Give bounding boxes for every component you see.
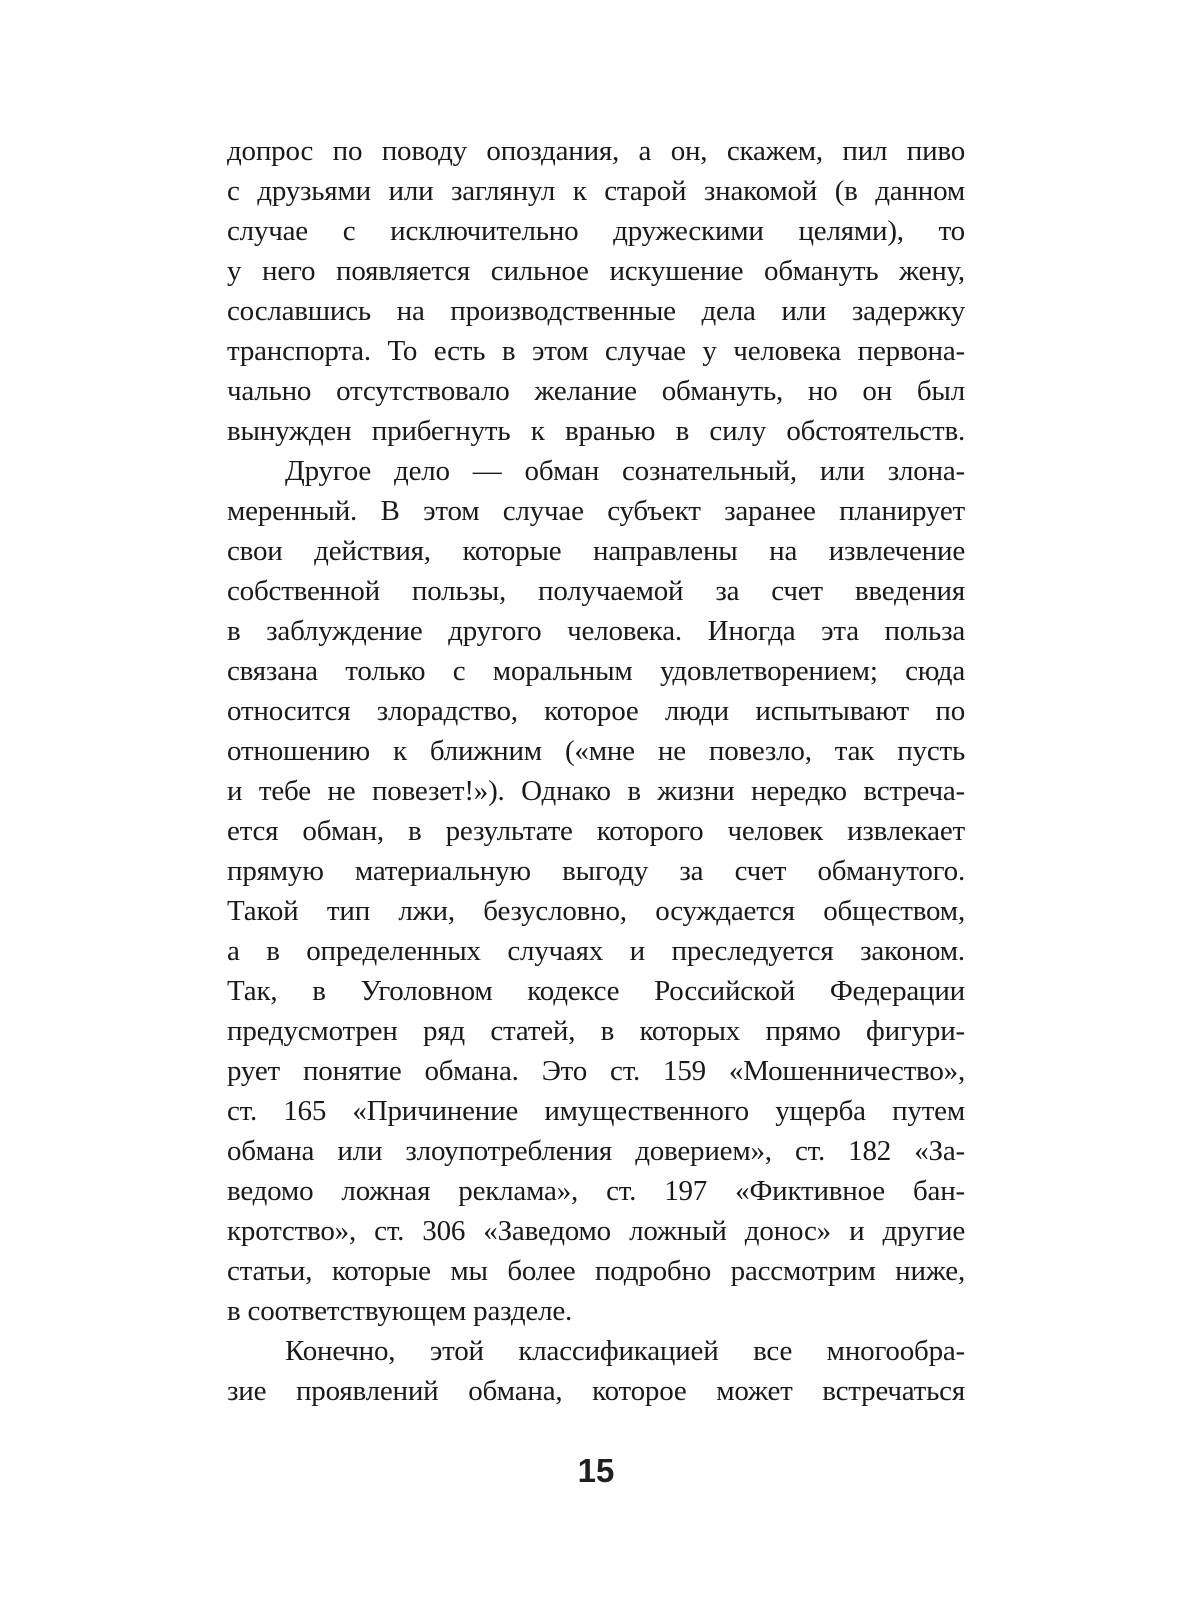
text-line: связана только с моральным удовлетворением; сюда xyxy=(227,655,965,687)
text-line: и тебе не повезет!»). Однако в жизни нередко встреча- xyxy=(227,775,965,807)
text-line: обмана или злоупотребления доверием», ст. 182 «За- xyxy=(227,1135,965,1167)
text-line: собственной пользы, получаемой за счет введения xyxy=(227,575,965,607)
text-line: прямую материальную выгоду за счет обманутого. xyxy=(227,855,965,887)
text-line: чально отсутствовало желание обмануть, но он был xyxy=(227,375,965,407)
text-line: в соответствующем разделе. xyxy=(227,1295,573,1327)
text-line: случае с исключительно дружескими целями), то xyxy=(227,215,965,247)
text-line: в заблуждение другого человека. Иногда эта польза xyxy=(227,615,965,647)
text-line: а в определенных случаях и преследуется законом. xyxy=(227,935,965,967)
text-line: у него появляется сильное искушение обмануть жену, xyxy=(227,255,965,287)
text-line: меренный. В этом случае субъект заранее планирует xyxy=(227,495,965,527)
text-line: Такой тип лжи, безусловно, осуждается обществом, xyxy=(227,895,965,927)
text-line: Другое дело — обман сознательный, или злона- xyxy=(285,455,965,487)
text-line: Конечно, этой классификацией все многообра- xyxy=(285,1335,965,1367)
text-line: отношению к ближним («мне не повезло, так пусть xyxy=(227,735,965,767)
text-line: вынужден прибегнуть к вранью в силу обстоятельств. xyxy=(227,415,965,447)
page-text xyxy=(227,131,965,1411)
text-line: относится злорадство, которое люди испытывают по xyxy=(227,695,965,727)
text-line: ст. 165 «Причинение имущественного ущерба путем xyxy=(227,1095,965,1127)
text-line: ется обман, в результате которого человек извлекает xyxy=(227,815,965,847)
text-line: кротство», ст. 306 «Заведомо ложный донос» и другие xyxy=(227,1215,965,1247)
text-line: свои действия, которые направлены на извлечение xyxy=(227,535,965,567)
text-line: статьи, которые мы более подробно рассмотрим ниже, xyxy=(227,1255,965,1287)
text-line: предусмотрен ряд статей, в которых прямо фигури- xyxy=(227,1015,965,1047)
text-line: ведомо ложная реклама», ст. 197 «Фиктивное бан- xyxy=(227,1175,965,1207)
text-line: допрос по поводу опоздания, а он, скажем, пил пиво xyxy=(227,135,965,167)
text-line: сославшись на производственные дела или задержку xyxy=(227,295,965,327)
text-line: транспорта. То есть в этом случае у человека первона- xyxy=(227,335,965,367)
text-line: зие проявлений обмана, которое может встречаться xyxy=(227,1375,965,1407)
text-line: с друзьями или заглянул к старой знакомой (в данном xyxy=(227,175,965,207)
text-line: Так, в Уголовном кодексе Российской Федерации xyxy=(227,975,965,1007)
page-number: 15 xyxy=(577,1452,615,1489)
text-line: рует понятие обмана. Это ст. 159 «Мошенничество», xyxy=(227,1055,965,1087)
